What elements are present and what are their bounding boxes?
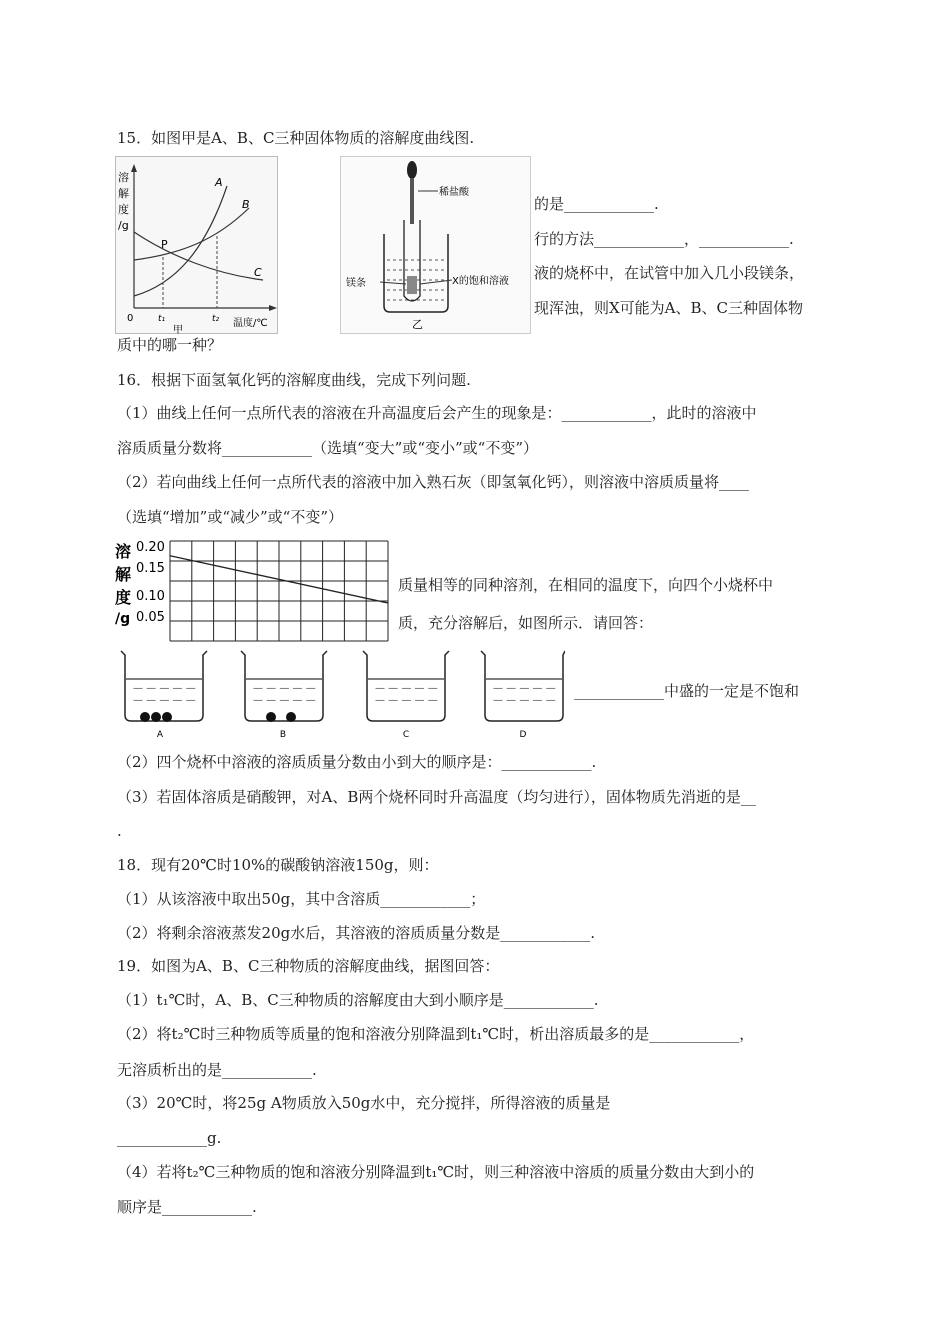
tick-label-010: 0.10 xyxy=(136,589,165,604)
svg-text:— — — — —: — — — — — xyxy=(253,683,316,694)
beaker-c xyxy=(363,651,449,740)
y-label-4: /g xyxy=(118,219,129,232)
q15-line-b: 行的方法____________，____________. xyxy=(534,230,794,248)
svg-text:— — — — —: — — — — — xyxy=(133,695,196,706)
q19-2a: （2）将t₂℃时三种物质等质量的饱和溶液分别降温到t₁℃时，析出溶质最多的是____________， xyxy=(117,1025,755,1043)
q16-2b: （选填“增加”或“减少”或“不变”） xyxy=(117,508,344,526)
q19-3b: ____________g. xyxy=(117,1129,222,1147)
svg-text:— — — — —: — — — — — xyxy=(133,683,196,694)
q16-2a: （2）若向曲线上任何一点所代表的溶液中加入熟石灰（即氢氧化钙），则溶液中溶质质量将____ xyxy=(117,473,750,491)
q15-line-d: 现浑浊，则X可能为A、B、C三种固体物 xyxy=(534,299,804,317)
q17-3a: （3）若固体溶质是硝酸钾，对A、B两个烧杯同时升高温度（均匀进行），固体物质先消逝的是__ xyxy=(117,788,756,806)
y-label-2: 解 xyxy=(118,187,129,200)
t1-label: t₁ xyxy=(158,314,166,324)
figure-beakers xyxy=(113,645,565,741)
dropper-bulb xyxy=(407,161,417,179)
t2-label: t₂ xyxy=(212,314,220,324)
y-label-1: 溶 xyxy=(118,171,129,184)
figure-jia xyxy=(115,156,278,334)
dropper-tube xyxy=(410,178,414,224)
svg-text:— — — — —: — — — — — xyxy=(493,683,556,694)
magnesium-label: 镁条 xyxy=(346,278,366,289)
svg-text:— — — — —: — — — — — xyxy=(253,695,316,706)
q16-1a: （1）曲线上任何一点所代表的溶液在升高温度后会产生的现象是：____________，此时的溶液中 xyxy=(117,404,757,422)
beaker-c-label: C xyxy=(402,730,410,740)
q16-title: 16．根据下面氢氧化钙的溶解度曲线，完成下列问题. xyxy=(117,371,471,389)
origin-label: 0 xyxy=(127,313,134,324)
tick-label-005: 0.05 xyxy=(136,610,165,625)
solution-label: X的饱和溶液 xyxy=(452,276,509,287)
svg-text:— — — — —: — — — — — xyxy=(375,695,438,706)
curve-a-label: A xyxy=(215,176,223,189)
svg-text:— — — — —: — — — — — xyxy=(375,683,438,694)
q18-1: （1）从该溶液中取出50g，其中含溶质____________； xyxy=(117,890,486,908)
curve-c-label: C xyxy=(254,266,262,279)
curve-b-label: B xyxy=(242,198,250,211)
q17-line-c: ____________中盛的一定是不饱和 xyxy=(574,682,800,700)
caoh2-y-label-4: /g xyxy=(115,611,131,627)
beaker-b xyxy=(241,651,327,740)
beaker-b-label: B xyxy=(279,730,287,740)
q19-4a: （4）若将t₂℃三种物质的饱和溶液分别降温到t₁℃时，则三种溶液中溶质的质量分数由大到小的 xyxy=(117,1163,755,1181)
tick-label-015: 0.15 xyxy=(136,561,165,576)
q17-2: （2）四个烧杯中溶液的溶质质量分数由小到大的顺序是：____________. xyxy=(117,753,597,771)
caoh2-grid xyxy=(170,541,388,641)
caoh2-y-label-3: 度 xyxy=(115,588,132,607)
q17-line-a: 质量相等的同种溶剂，在相同的温度下，向四个小烧杯中 xyxy=(398,576,774,594)
q16-1b: 溶质质量分数将____________（选填“变大”或“变小”或“不变”） xyxy=(117,439,539,457)
beakers-diagram xyxy=(113,645,565,741)
y-label-3: 度 xyxy=(118,203,129,216)
caoh2-chart xyxy=(113,539,395,644)
x-axis-label: 温度/℃ xyxy=(233,318,268,329)
solubility-curves-abc xyxy=(115,156,278,334)
beaker-d-label: D xyxy=(519,730,527,740)
figure-jia-caption: 甲 xyxy=(173,325,183,334)
q19-title: 19．如图为A、B、C三种物质的溶解度曲线，据图回答： xyxy=(117,957,500,975)
figure-yi-caption: 乙 xyxy=(412,318,423,331)
q15-title: 15．如图甲是A、B、C三种固体物质的溶解度曲线图. xyxy=(117,129,475,147)
q18-title: 18．现有20℃时10%的碳酸钠溶液150g，则： xyxy=(117,856,439,874)
apparatus-diagram xyxy=(340,156,531,334)
tick-label-020: 0.20 xyxy=(136,540,165,555)
figure-caoh2-solubility xyxy=(113,539,395,644)
q19-4b: 顺序是____________. xyxy=(117,1198,257,1216)
beaker-a xyxy=(121,651,207,740)
q17-line-b: 质，充分溶解后，如图所示．请回答： xyxy=(398,614,654,632)
q19-2b: 无溶质析出的是____________. xyxy=(117,1061,317,1079)
caoh2-y-label-2: 解 xyxy=(115,565,132,584)
point-p-label: P xyxy=(161,238,168,251)
q18-2: （2）将剩余溶液蒸发20g水后，其溶液的溶质质量分数是____________. xyxy=(117,924,596,942)
caoh2-y-label-1: 溶 xyxy=(115,542,132,561)
q15-line-e: 质中的哪一种？ xyxy=(117,336,223,354)
q15-line-a: 的是____________. xyxy=(534,195,659,213)
dropper-label: 稀盐酸 xyxy=(439,187,469,198)
q15-line-c: 液的烧杯中，在试管中加入几小段镁条， xyxy=(534,264,805,282)
q17-3b: . xyxy=(117,822,122,840)
beaker-d xyxy=(481,651,565,740)
q19-3a: （3）20℃时，将25g A物质放入50g水中，充分搅拌，所得溶液的质量是 xyxy=(117,1094,611,1112)
beaker-a-label: A xyxy=(156,730,164,740)
q19-1: （1）t₁℃时，A、B、C三种物质的溶解度由大到小顺序是____________. xyxy=(117,991,599,1009)
figure-yi xyxy=(340,156,531,334)
svg-text:— — — — —: — — — — — xyxy=(493,695,556,706)
magnesium-strips xyxy=(407,276,417,294)
